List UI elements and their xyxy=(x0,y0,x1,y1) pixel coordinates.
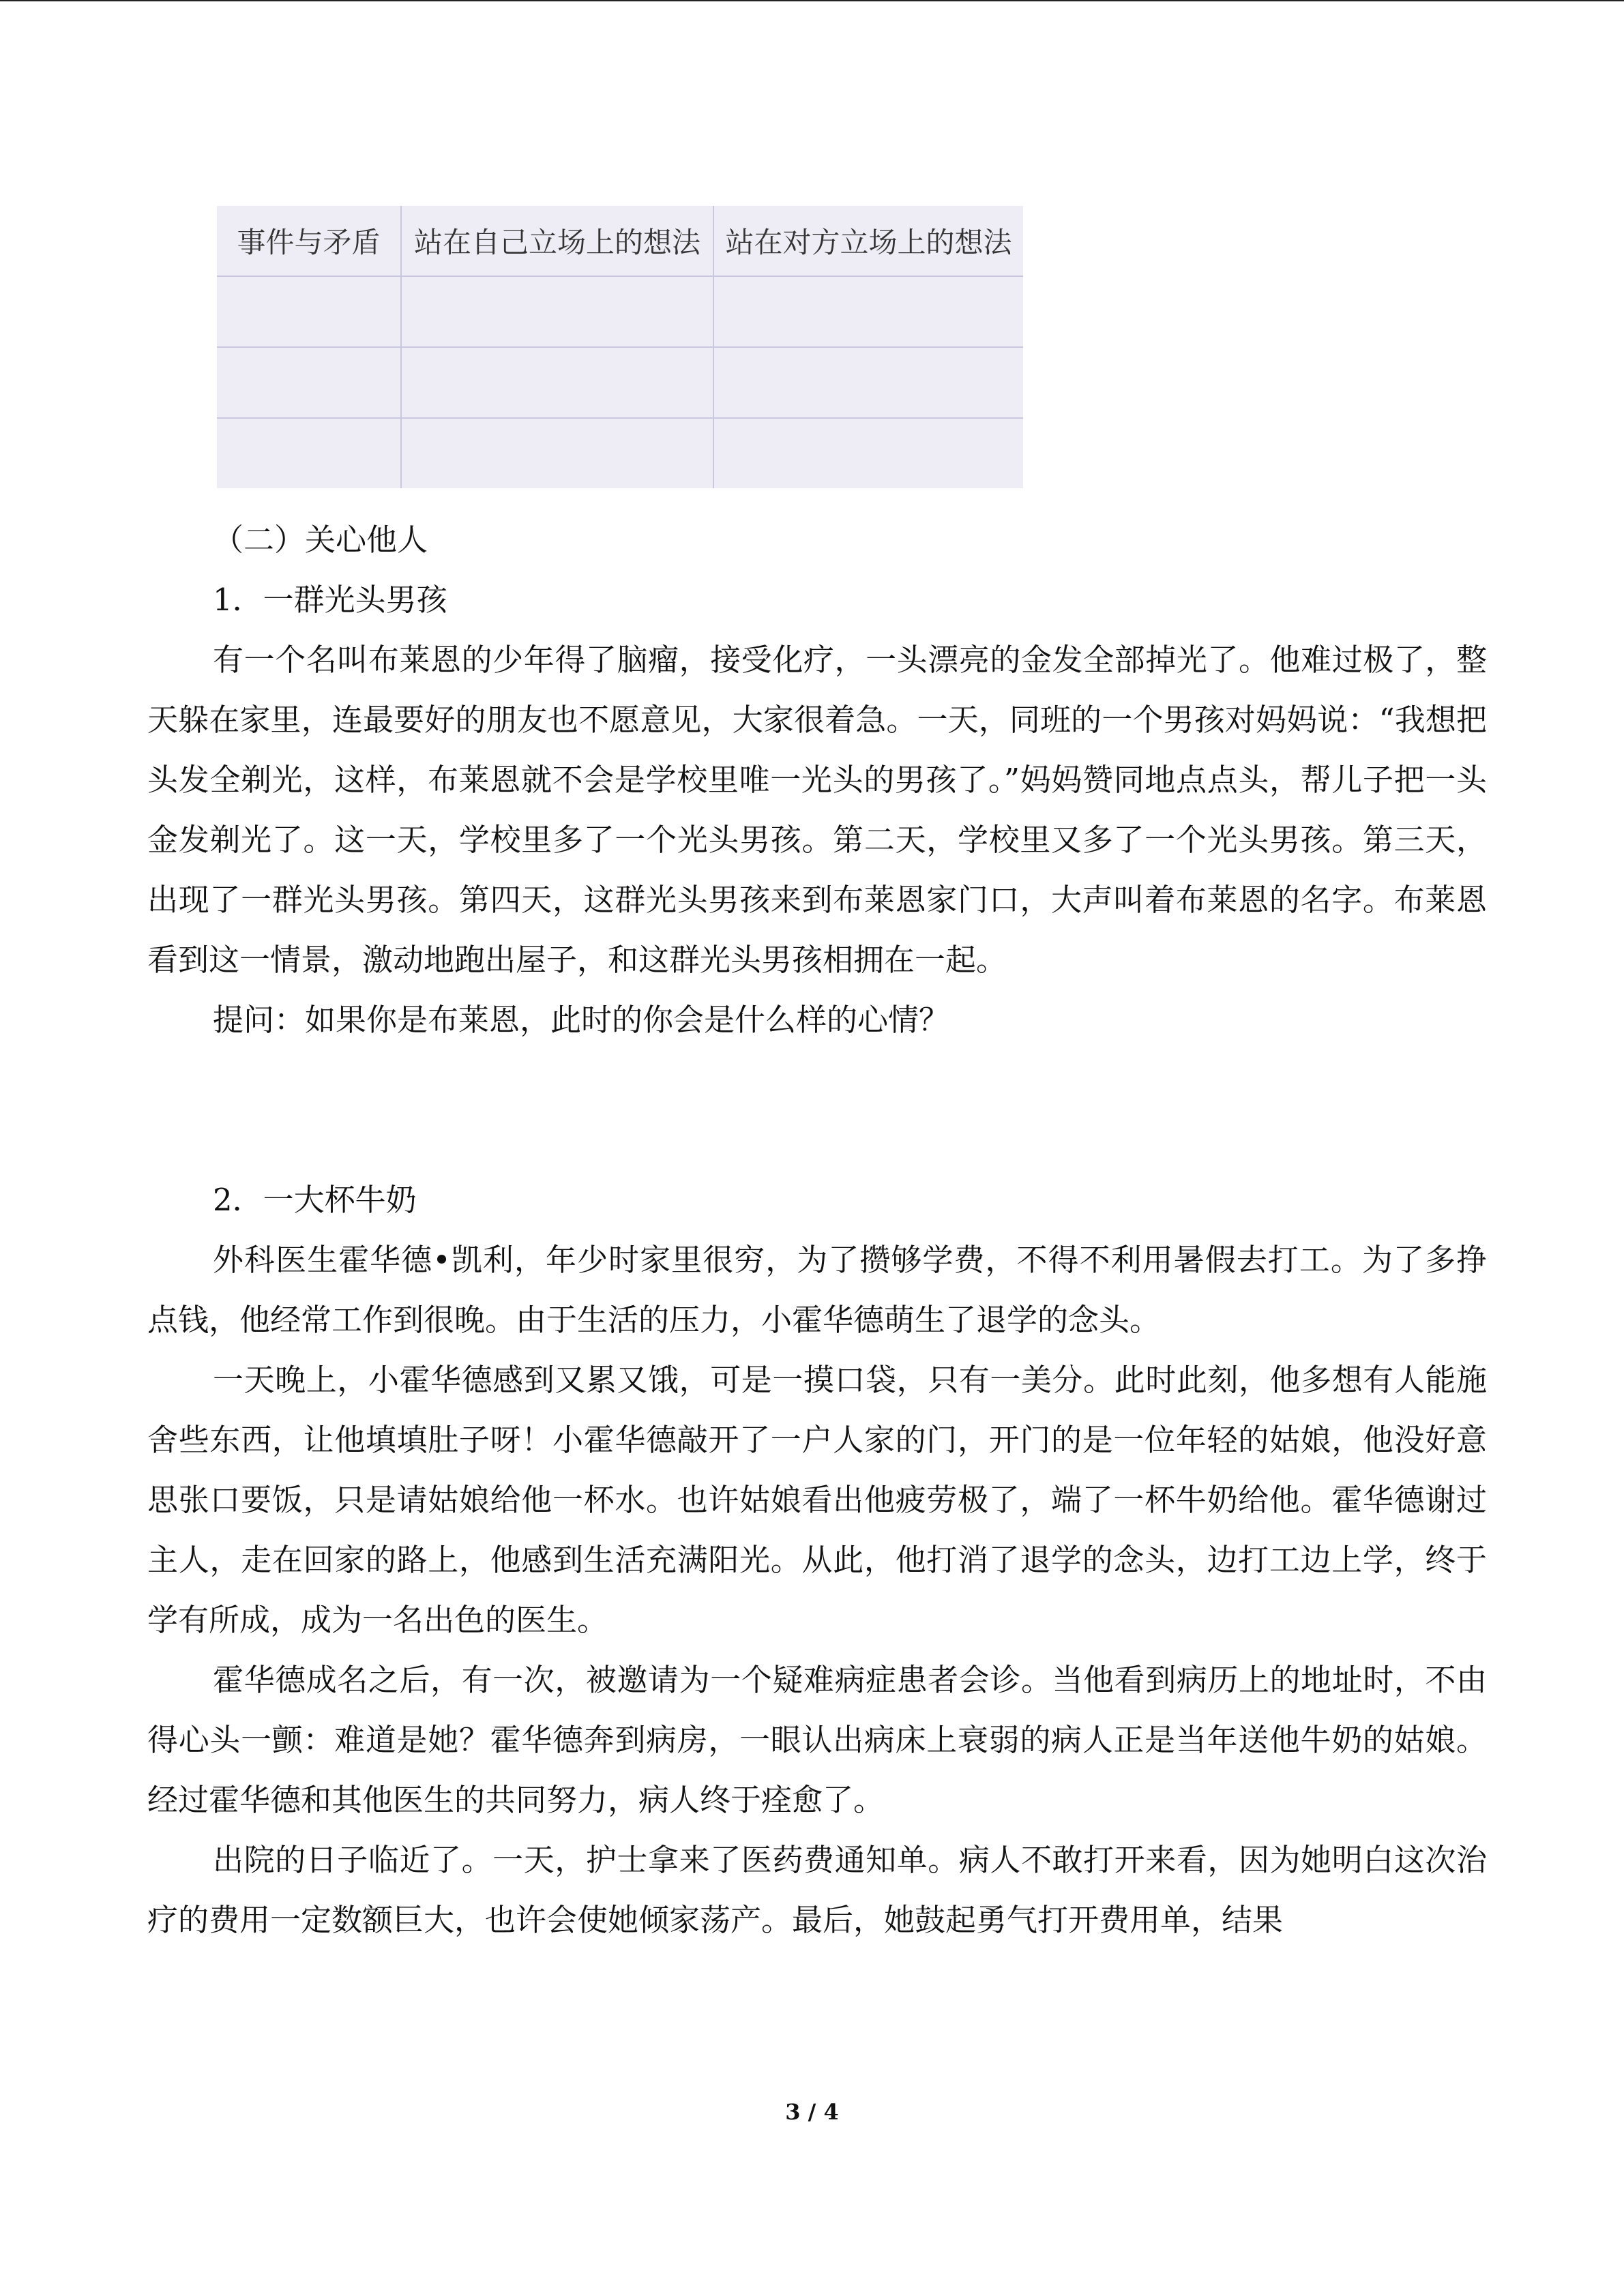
story2-title: 2．一大杯牛奶 xyxy=(213,1182,417,1218)
table-cell xyxy=(401,276,713,347)
table-cell xyxy=(401,347,713,418)
story2-paragraph-3: 霍华德成名之后，有一次，被邀请为一个疑难病症患者会诊。当他看到病历上的地址时，不由得心头一颤：难道是她？霍华德奔到病房，一眼认出病床上衰弱的病人正是当年送他牛奶的姑娘。经过霍华德和其他医生的共同努力，病人终于痊愈了。 xyxy=(147,1662,1487,1818)
perspective-table xyxy=(217,206,1023,488)
story2-paragraph-4: 出院的日子临近了。一天，护士拿来了医药费通知单。病人不敢打开来看，因为她明白这次治疗的费用一定数额巨大，也许会使她倾家荡产。最后，她鼓起勇气打开费用单，结果 xyxy=(147,1842,1487,1938)
table-row xyxy=(217,347,1023,418)
story1-title: 1．一群光头男孩 xyxy=(213,582,447,618)
story1-paragraph: 有一个名叫布莱恩的少年得了脑瘤，接受化疗，一头漂亮的金发全部掉光了。他难过极了，整天躲在家里，连最要好的朋友也不愿意见，大家很着急。一天，同班的一个男孩对妈妈说：“我想把头发全剃光，这样，布莱恩就不会是学校里唯一光头的男孩了。”妈妈赞同地点点头，帮儿子把一头金发剃光了。这一天，学校里多了一个光头男孩。第二天，学校里又多了一个光头男孩。第三天，出现了一群光头男孩。第四天，这群光头男孩来到布莱恩家门口，大声叫着布莱恩的名字。布莱恩看到这一情景，激动地跑出屋子，和这群光头男孩相拥在一起。 xyxy=(147,642,1487,978)
table-cell xyxy=(713,276,1023,347)
page-number: 3 / 4 xyxy=(785,2099,839,2125)
story2-paragraph-1: 外科医生霍华德•凯利，年少时家里很穷，为了攒够学费，不得不利用暑假去打工。为了多挣点钱，他经常工作到很晚。由于生活的压力，小霍华德萌生了退学的念头。 xyxy=(147,1242,1487,1338)
story1-question: 提问：如果你是布莱恩，此时的你会是什么样的心情？ xyxy=(213,1002,950,1038)
table-header-row xyxy=(217,206,1023,276)
table-cell xyxy=(713,347,1023,418)
answer-space xyxy=(147,1050,1487,1170)
story2-paragraph-2: 一天晚上，小霍华德感到又累又饿，可是一摸口袋，只有一美分。此时此刻，他多想有人能施舍些东西，让他填填肚子呀！小霍华德敲开了一户人家的门，开门的是一位年轻的姑娘，他没好意思张口要饭，只是请姑娘给他一杯水。也许姑娘看出他疲劳极了，端了一杯牛奶给他。霍华德谢过主人，走在回家的路上，他感到生活充满阳光。从此，他打消了退学的念头，边打工边上学，终于学有所成，成为一名出色的医生。 xyxy=(147,1362,1487,1638)
section-heading: （二）关心他人 xyxy=(213,522,428,558)
table-cell xyxy=(217,347,401,418)
table-header-own-view: 站在自己立场上的想法 xyxy=(401,206,713,276)
table-cell xyxy=(217,276,401,347)
table-cell xyxy=(713,418,1023,488)
table-row xyxy=(217,276,1023,347)
top-border-line xyxy=(0,0,1624,1)
table-row xyxy=(217,418,1023,488)
table-header-events: 事件与矛盾 xyxy=(217,206,401,276)
table-cell xyxy=(217,418,401,488)
body-text xyxy=(147,510,1487,1950)
table-cell xyxy=(401,418,713,488)
table-header-other-view: 站在对方立场上的想法 xyxy=(713,206,1023,276)
